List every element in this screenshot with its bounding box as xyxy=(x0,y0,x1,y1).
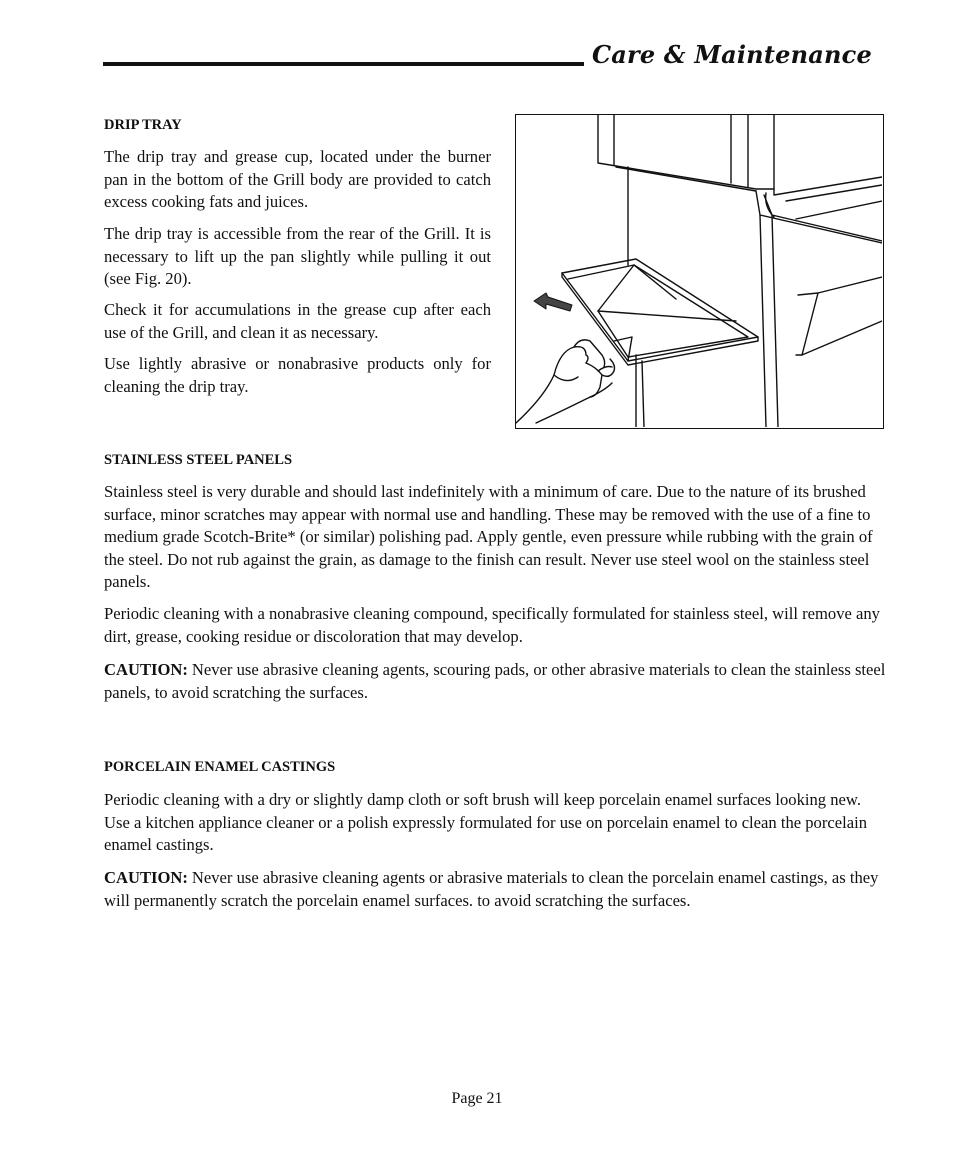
drip-tray-removal-illustration xyxy=(516,115,882,427)
page-number: Page 21 xyxy=(451,1090,503,1107)
porcelain-caution xyxy=(104,867,894,912)
caution-label: CAUTION: xyxy=(104,868,188,887)
caution-text: Never use abrasive cleaning agents, scouring pads, or other abrasive materials to clean the stainless steel panels, to avoid scratching the surfaces. xyxy=(104,660,886,702)
section-heading-drip-tray: DRIP TRAY xyxy=(104,117,182,133)
section-heading-porcelain: PORCELAIN ENAMEL CASTINGS xyxy=(104,759,336,775)
porcelain-paragraph-1: Periodic cleaning with a dry or slightly damp cloth or soft brush will keep porcelain enamel surfaces looking new. Use a kitchen appliance cleaner or a polish expressly formulated for use on porcelain enamel to clean the porcelain enamel castings. xyxy=(104,790,867,854)
stainless-caution xyxy=(104,659,894,704)
caution-label: CAUTION: xyxy=(104,660,188,679)
drip-tray-paragraph-3: Check it for accumulations in the grease cup after each use of the Grill, and clean it as necessary. xyxy=(104,300,491,342)
drip-tray-paragraph-4: Use lightly abrasive or nonabrasive products only for cleaning the drip tray. xyxy=(104,354,491,396)
stainless-paragraph-2: Periodic cleaning with a nonabrasive cleaning compound, specifically formulated for stainless steel, will remove any dirt, grease, cooking residue or discoloration that may develop. xyxy=(104,604,880,646)
drip-tray-paragraph-2: The drip tray is accessible from the rear of the Grill. It is necessary to lift up the pan slightly while pulling it out (see Fig. 20). xyxy=(104,224,491,288)
stainless-paragraph-1: Stainless steel is very durable and should last indefinitely with a minimum of care. Due to the nature of its brushed surface, minor scratches may appear with normal use and handling. These may be removed with the use of a fine to medium grade Scotch-Brite* (or similar) polishing pad. Apply gentle, even pressure while rubbing with the grain of the steel. Do not rub against the grain, as damage to the finish can result. Never use steel wool on the stainless steel panels. xyxy=(104,482,873,591)
header-rule xyxy=(103,62,584,66)
drip-tray-figure xyxy=(515,114,884,429)
page-title: Care & Maintenance xyxy=(592,40,872,69)
section-heading-stainless-steel: STAINLESS STEEL PANELS xyxy=(104,452,293,468)
caution-text: Never use abrasive cleaning agents or abrasive materials to clean the porcelain enamel castings, as they will permanently scratch the porcelain enamel surfaces. to avoid scratching the surfaces. xyxy=(104,868,879,910)
drip-tray-paragraph-1: The drip tray and grease cup, located under the burner pan in the bottom of the Grill body are provided to catch excess cooking fats and juices. xyxy=(104,147,491,211)
